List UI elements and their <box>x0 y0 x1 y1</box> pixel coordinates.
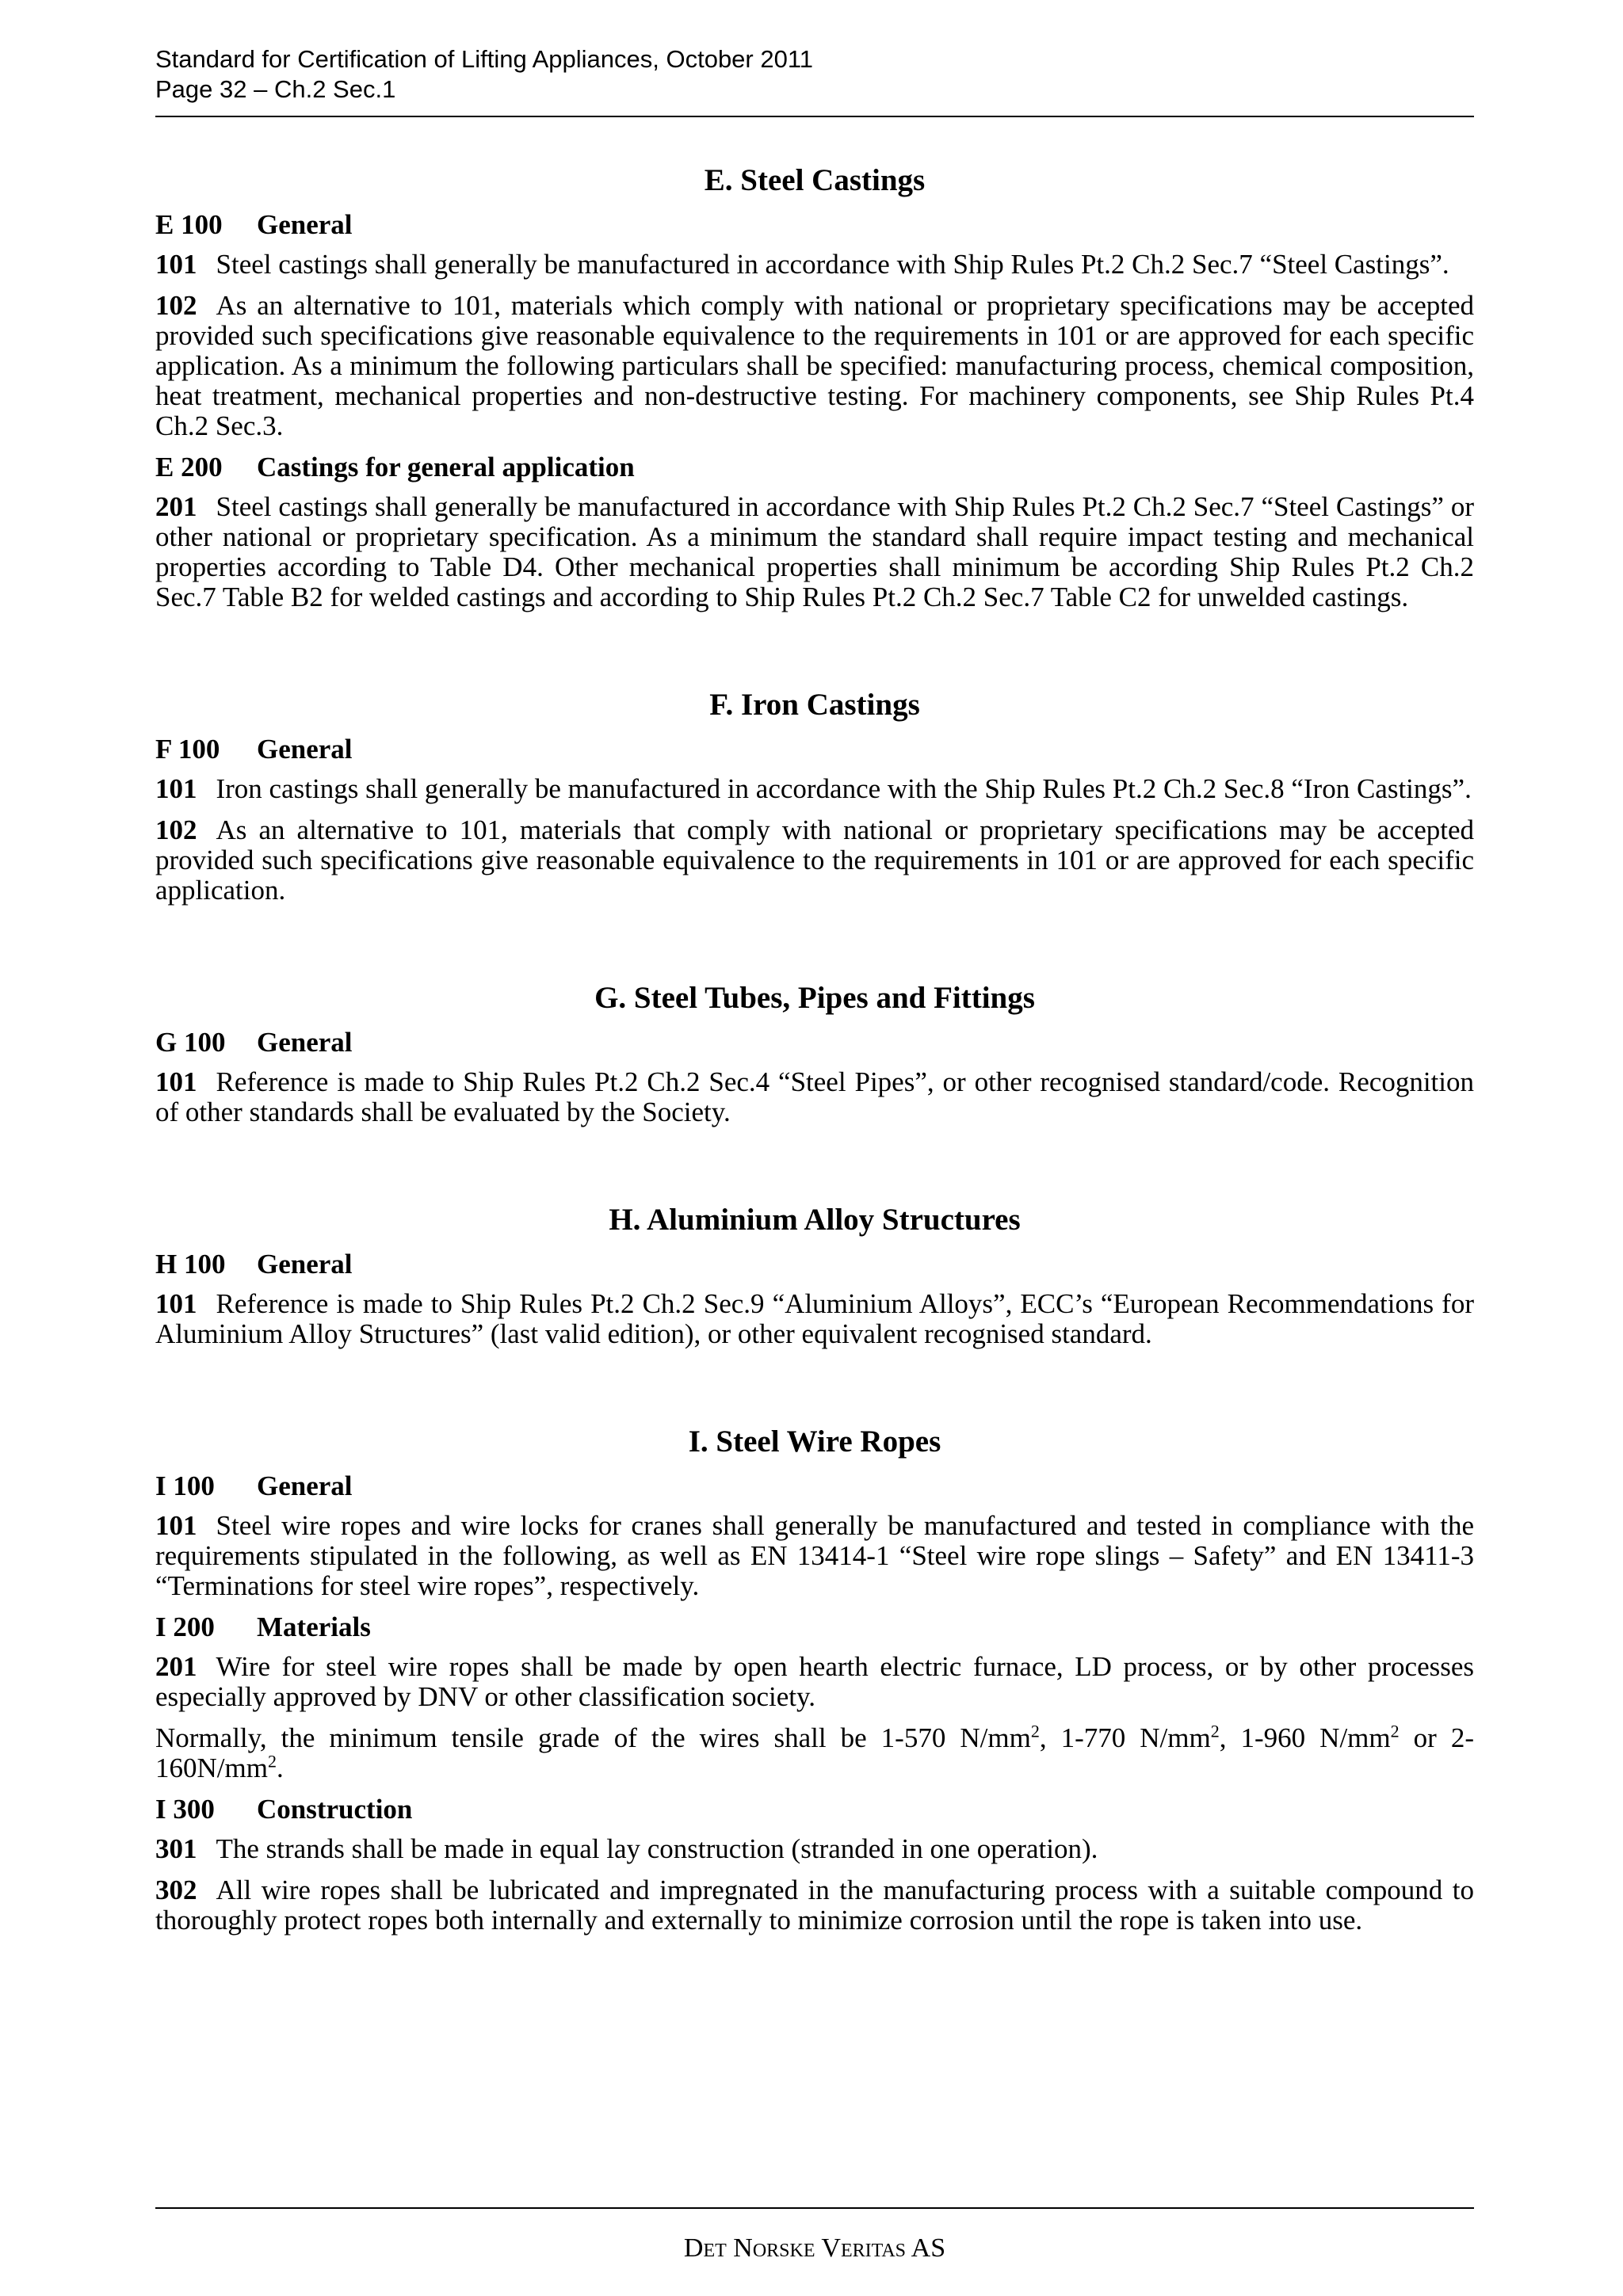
text-run: , 1-770 N/mm <box>1039 1722 1211 1753</box>
section-spacer <box>155 1127 1474 1202</box>
subsection-code: I 300 <box>155 1794 215 1825</box>
paragraph-text: Reference is made to Ship Rules Pt.2 Ch.2 Sec.9 “Aluminium Alloys”, ECC’s “European Recommendations for Aluminium Alloy Structures” (last valid edition), or other equivalent recognised standard. <box>155 1288 1474 1349</box>
paragraph-text: Wire for steel wire ropes shall be made by open hearth electric furnace, LD process, or by other processes especially approved by DNV or other classification society. <box>155 1651 1474 1712</box>
subsection-code: E 200 <box>155 452 223 482</box>
superscript: 2 <box>267 1751 277 1772</box>
section-f-title: F. Iron Castings <box>709 688 920 722</box>
subsection-code: H 100 <box>155 1249 226 1280</box>
page-header <box>155 44 1474 105</box>
paragraph-f101 <box>155 774 1474 804</box>
subsection-code: G 100 <box>155 1027 226 1058</box>
paragraph-i201-tensile-grades <box>155 1723 1474 1783</box>
header-title: Standard for Certification of Lifting Appliances, October 2011 <box>155 45 814 73</box>
paragraph-i101 <box>155 1511 1474 1601</box>
subsection-code: I 100 <box>155 1470 215 1501</box>
section-spacer <box>155 1349 1474 1424</box>
header-page-ref: Page 32 – Ch.2 Sec.1 <box>155 75 396 103</box>
paragraph-number: 301 <box>155 1833 197 1864</box>
subsection-e100 <box>155 210 1474 240</box>
subsection-i200 <box>155 1612 1474 1642</box>
paragraph-number: 302 <box>155 1875 197 1905</box>
subsection-title: General <box>257 1470 353 1501</box>
subsection-code: F 100 <box>155 734 220 765</box>
paragraph-number: 101 <box>155 1066 197 1097</box>
subsection-code: I 200 <box>155 1611 215 1642</box>
paragraph-text: As an alternative to 101, materials that comply with national or proprietary specifications may be accepted provided such specifications give reasonable equivalence to the requirements in 101 or are approved for each specific application. <box>155 814 1474 906</box>
paragraph-e201 <box>155 492 1474 612</box>
superscript: 2 <box>1210 1721 1220 1741</box>
section-e-title: E. Steel Castings <box>704 163 926 197</box>
paragraph-e101 <box>155 250 1474 280</box>
header-rule <box>155 116 1474 117</box>
paragraph-number: 101 <box>155 1510 197 1541</box>
section-h-title: H. Aluminium Alloy Structures <box>609 1203 1021 1237</box>
text-run: . <box>276 1753 284 1783</box>
paragraph-number: 101 <box>155 1288 197 1319</box>
subsection-title: General <box>257 1027 353 1058</box>
paragraph-i302 <box>155 1875 1474 1936</box>
paragraph-number: 201 <box>155 1651 197 1682</box>
paragraph-number: 101 <box>155 249 197 280</box>
paragraph-i301 <box>155 1834 1474 1864</box>
subsection-i100 <box>155 1471 1474 1501</box>
paragraph-i201 <box>155 1652 1474 1712</box>
subsection-f100 <box>155 734 1474 765</box>
paragraph-text: Steel castings shall generally be manufactured in accordance with Ship Rules Pt.2 Ch.2 Sec.7 “Steel Castings”. <box>216 249 1449 280</box>
subsection-e200 <box>155 452 1474 482</box>
page-footer: Det Norske Veritas AS <box>683 2233 946 2263</box>
subsection-g100 <box>155 1028 1474 1058</box>
section-spacer <box>155 612 1474 687</box>
subsection-title: Castings for general application <box>257 452 635 482</box>
section-spacer <box>155 906 1474 980</box>
paragraph-text: All wire ropes shall be lubricated and impregnated in the manufacturing process with a suitable compound to thoroughly protect ropes both internally and externally to minimize corrosion until the rope is taken into use. <box>155 1875 1474 1936</box>
paragraph-g101 <box>155 1067 1474 1127</box>
text-run: Normally, the minimum tensile grade of the wires shall be 1-570 N/mm <box>155 1722 1031 1753</box>
subsection-title: General <box>257 734 353 765</box>
footer-rule <box>155 2207 1474 2209</box>
section-i-title: I. Steel Wire Ropes <box>688 1425 941 1459</box>
text-run: or 2-160N/mm <box>155 1722 1474 1783</box>
page-body <box>155 162 1474 1936</box>
subsection-title: General <box>257 209 353 240</box>
paragraph-f102 <box>155 815 1474 906</box>
subsection-title: Materials <box>257 1611 371 1642</box>
superscript: 2 <box>1030 1721 1040 1741</box>
subsection-i300 <box>155 1794 1474 1825</box>
superscript: 2 <box>1390 1721 1400 1741</box>
paragraph-text: Steel castings shall generally be manufactured in accordance with Ship Rules Pt.2 Ch.2 Sec.7 “Steel Castings” or other national or proprietary specification. As a minimum the standard shall require impact testing and mechanical properties according to Table D4. Other mechanical properties shall minimum be according Ship Rules Pt.2 Ch.2 Sec.7 Table B2 for welded castings and according to Ship Rules Pt.2 Ch.2 Sec.7 Table C2 for unwelded castings. <box>155 491 1474 612</box>
subsection-title: General <box>257 1249 353 1280</box>
paragraph-e102 <box>155 291 1474 441</box>
subsection-h100 <box>155 1249 1474 1280</box>
paragraph-text: Reference is made to Ship Rules Pt.2 Ch.2 Sec.4 “Steel Pipes”, or other recognised standard/code. Recognition of other standards shall be evaluated by the Society. <box>155 1066 1474 1127</box>
subsection-title: Construction <box>257 1794 413 1825</box>
paragraph-number: 201 <box>155 491 197 522</box>
section-g-title: G. Steel Tubes, Pipes and Fittings <box>594 981 1035 1015</box>
paragraph-number: 101 <box>155 773 197 804</box>
text-run: , 1-960 N/mm <box>1219 1722 1391 1753</box>
paragraph-text: Iron castings shall generally be manufactured in accordance with the Ship Rules Pt.2 Ch.2 Sec.8 “Iron Castings”. <box>216 773 1472 804</box>
paragraph-h101 <box>155 1289 1474 1349</box>
paragraph-number: 102 <box>155 290 197 321</box>
subsection-code: E 100 <box>155 209 223 240</box>
paragraph-text: Steel wire ropes and wire locks for cranes shall generally be manufactured and tested in compliance with the requirements stipulated in the following, as well as EN 13414-1 “Steel wire rope slings – Safety” and EN 13411-3 “Terminations for steel wire ropes”, respectively. <box>155 1510 1474 1601</box>
paragraph-number: 102 <box>155 814 197 845</box>
paragraph-text: The strands shall be made in equal lay construction (stranded in one operation). <box>216 1833 1098 1864</box>
paragraph-text: As an alternative to 101, materials which comply with national or proprietary specifications may be accepted provided such specifications give reasonable equivalence to the requirements in 101 or are approved for each specific application. As a minimum the following particulars shall be specified: manufacturing process, chemical composition, heat treatment, mechanical properties and non-destructive testing. For machinery components, see Ship Rules Pt.4 Ch.2 Sec.3. <box>155 290 1474 441</box>
